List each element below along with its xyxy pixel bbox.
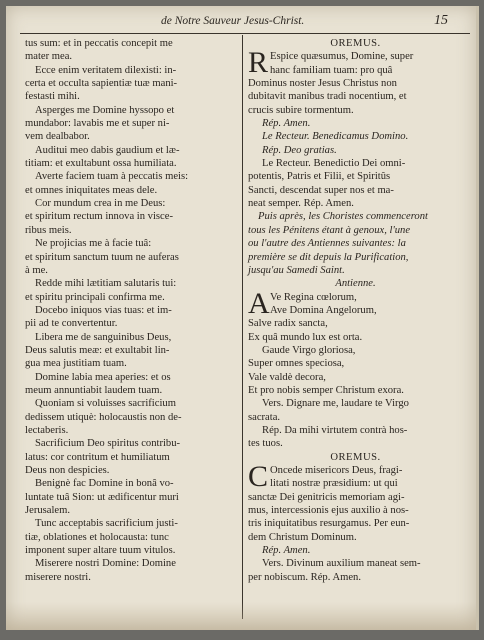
- antiphon-paragraph: [248, 286, 463, 320]
- text-line: luntate tuâ Sion: ut ædificentur muri: [25, 491, 179, 503]
- oremus-heading: OREMUS.: [330, 38, 381, 49]
- text-line: lectaberis.: [25, 424, 69, 436]
- text-line: sacrata.: [248, 411, 281, 423]
- text-line: mundabor: lavabis me et super ni-: [25, 118, 170, 130]
- text-line: Deus salutis meæ: et exultabit lin-: [25, 344, 170, 356]
- text-line: tiæ, oblationes et holocausta: tunc: [25, 531, 169, 543]
- text-line: crucis subire tormentum.: [248, 104, 354, 116]
- text-line: Gaude Virgo gloriosa,: [262, 344, 356, 356]
- page-number: 15: [434, 13, 448, 28]
- book-page: [6, 6, 479, 630]
- text-line: meum annuntiabit laudem tuam.: [25, 384, 163, 396]
- text-line: Ave Domina Angelorum,: [270, 304, 377, 316]
- rubric-line: Puis après, les Choristes commenceront: [258, 211, 428, 223]
- text-line: Espice quæsumus, Domine, super: [270, 51, 414, 63]
- text-line: miserere nostri.: [25, 571, 91, 583]
- prayer-paragraph: [248, 46, 463, 80]
- text-line: tus sum: et in peccatis concepit me: [25, 38, 173, 49]
- rubric-line: Le Recteur. Benedicamus Domino.: [262, 131, 409, 143]
- text-line: Rép. Da mihi virtutem contrà hos-: [262, 424, 408, 436]
- paper-stain: [6, 602, 476, 630]
- left-column: [25, 37, 237, 584]
- rubric-line: première se dit depuis la Purification,: [248, 251, 409, 263]
- text-line: Domine labia mea aperies: et os: [35, 371, 171, 383]
- text-line: et spiritum rectum innova in visce-: [25, 211, 173, 223]
- response-line: Rép. Amen.: [262, 118, 311, 130]
- text-line: Et pro nobis semper Christum exora.: [248, 384, 404, 396]
- text-line: Asperges me Domine hyssopo et: [35, 104, 175, 116]
- drop-cap: R: [248, 46, 269, 80]
- drop-cap: A: [248, 286, 270, 320]
- text-line: Averte faciem tuam à peccatis meis:: [35, 171, 189, 183]
- oremus-heading: OREMUS.: [330, 451, 381, 463]
- text-line: neat semper. Rép. Amen.: [248, 198, 354, 210]
- text-line: Docebo iniquos vias tuas: et im-: [35, 304, 172, 316]
- text-line: Tunc acceptabis sacrificium justi-: [35, 518, 178, 530]
- text-line: Cor mundum crea in me Deus:: [35, 198, 166, 210]
- text-line: Vale valdè decora,: [248, 371, 326, 383]
- column-divider: [242, 35, 243, 619]
- text-line: Jerusalem.: [25, 505, 71, 517]
- text-line: dem Christum Dominum.: [248, 531, 357, 543]
- text-line: Super omnes speciosa,: [248, 358, 345, 370]
- text-line: à me.: [25, 264, 48, 276]
- text-line: dubitavit manibus tradi nocentium, et: [248, 91, 407, 103]
- text-line: Le Recteur. Benedictio Dei omni-: [262, 158, 406, 170]
- text-line: Auditui meo dabis gaudium et læ-: [35, 144, 180, 156]
- text-line: Libera me de sanguinibus Deus,: [35, 331, 172, 343]
- text-line: hanc familiam tuam: pro quâ: [270, 64, 393, 76]
- text-line: Vers. Divinum auxilium maneat sem-: [262, 558, 421, 570]
- drop-cap: C: [248, 460, 269, 493]
- text-line: tris iniquitatibus resurgamus. Per eun-: [248, 518, 410, 530]
- text-line: mus, intercessionis ejus auxilio à nos-: [248, 505, 409, 517]
- text-line: et spiritu principali confirma me.: [25, 291, 165, 303]
- text-line: potentis, Patris et Filii, et Spiritûs: [248, 171, 391, 183]
- header-rule: [20, 33, 470, 34]
- text-line: Oncede misericors Deus, fragi-: [270, 465, 403, 476]
- text-line: Ecce enim veritatem dilexisti: in-: [35, 64, 177, 76]
- text-line: Sacrificium Deo spiritus contribu-: [35, 438, 181, 450]
- text-line: Deus non despicies.: [25, 465, 110, 476]
- text-line: per nobiscum. Rép. Amen.: [248, 571, 361, 583]
- text-line: Ve Regina cœlorum,: [270, 291, 357, 303]
- text-line: sanctæ Dei genitricis memoriam agi-: [248, 491, 405, 503]
- text-line: festasti mihi.: [25, 91, 80, 103]
- text-line: Benignè fac Domine in bonâ vo-: [35, 478, 174, 490]
- text-line: Redde mihi lætitiam salutaris tui:: [35, 278, 177, 290]
- text-line: Salve radix sancta,: [248, 318, 328, 330]
- text-line: certa et occulta sapientiæ tuæ mani-: [25, 78, 178, 90]
- rubric-line: tous les Pénitens étant à genoux, l'une: [248, 224, 411, 236]
- text-line: Quoniam si voluisses sacrificium: [35, 398, 176, 410]
- text-line: Sancti, descendat super nos et ma-: [248, 184, 394, 196]
- text-line: gua mea justitiam tuam.: [25, 358, 127, 370]
- text-line: Ne projicias me à facie tuâ:: [35, 238, 152, 250]
- text-line: mater mea.: [25, 51, 73, 63]
- antienne-heading: Antienne.: [335, 278, 376, 290]
- text-line: ribus meis.: [25, 224, 72, 236]
- text-line: latus: cor contritum et humiliatum: [25, 451, 170, 463]
- text-line: Ex quâ mundo lux est orta.: [248, 331, 363, 343]
- response-line: Rép. Amen.: [262, 545, 311, 557]
- rubric-line: jusqu'au Samedi Saint.: [248, 264, 345, 276]
- text-line: Dominus noster Jesus Christus non: [248, 78, 397, 90]
- header-title: de Notre Sauveur Jesus-Christ.: [161, 15, 305, 27]
- right-column: [248, 37, 463, 584]
- running-header: [6, 15, 476, 31]
- text-line: imponent super altare tuum vitulos.: [25, 545, 176, 557]
- response-line: Rép. Deo gratias.: [262, 144, 337, 156]
- text-line: et omnes iniquitates meas dele.: [25, 184, 158, 196]
- prayer-paragraph: [248, 460, 463, 493]
- text-line: Miserere nostri Domine: Domine: [35, 558, 176, 570]
- rubric-line: ou l'autre des Antiennes suivantes: la: [248, 238, 406, 250]
- text-line: Vers. Dignare me, laudare te Virgo: [262, 398, 409, 410]
- text-line: dedissem utiquè: holocaustis non de-: [25, 411, 182, 423]
- text-line: tes tuos.: [248, 438, 283, 450]
- text-line: vem dealbabor.: [25, 131, 90, 143]
- text-line: titiam: et exultabunt ossa humiliata.: [25, 158, 177, 170]
- text-line: et spiritum sanctum tuum ne auferas: [25, 251, 179, 263]
- text-line: litati nostræ præsidium: ut qui: [270, 478, 398, 490]
- text-line: pii ad te convertentur.: [25, 318, 118, 330]
